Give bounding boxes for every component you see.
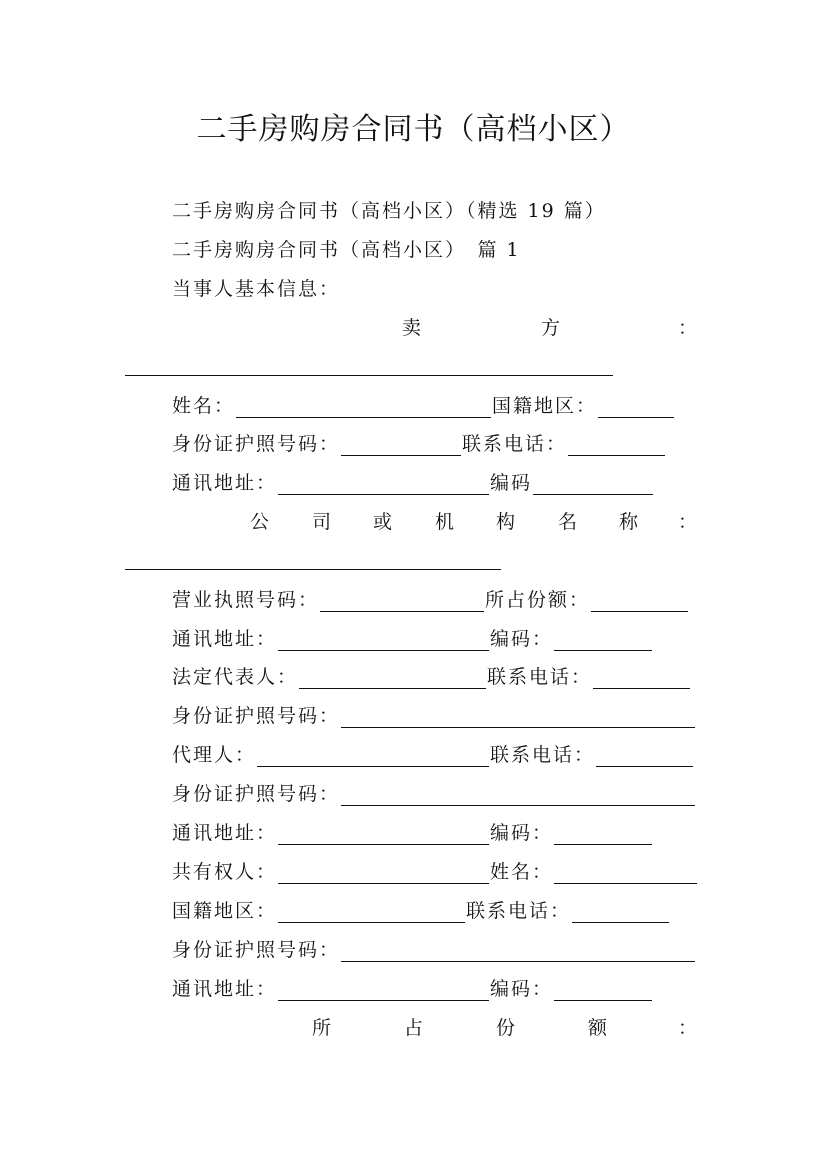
row-co-owner-nationality bbox=[172, 899, 670, 923]
section-heading: 二手房购房合同书（高档小区） 篇 1 bbox=[172, 239, 521, 261]
company-postcode-label: 编码： bbox=[490, 628, 554, 650]
row-agent bbox=[172, 743, 694, 767]
co-owner-postcode-field[interactable] bbox=[554, 980, 652, 1001]
document-title: 二手房购房合同书（高档小区） bbox=[196, 112, 631, 147]
co-owner-address-label: 通讯地址： bbox=[172, 978, 278, 1000]
name-label: 姓名： bbox=[172, 395, 236, 417]
nationality-field[interactable] bbox=[598, 397, 674, 418]
phone-label: 联系电话： bbox=[462, 433, 568, 455]
company-address-field[interactable] bbox=[278, 630, 489, 651]
agent-phone-label: 联系电话： bbox=[490, 744, 596, 766]
id-field[interactable] bbox=[341, 435, 461, 456]
co-owner-phone-label: 联系电话： bbox=[466, 900, 572, 922]
name-field[interactable] bbox=[236, 397, 491, 418]
phone-field[interactable] bbox=[568, 435, 665, 456]
co-owner-field[interactable] bbox=[278, 863, 489, 884]
license-label: 营业执照号码： bbox=[172, 589, 320, 611]
intro-text: 当事人基本信息： bbox=[172, 278, 341, 300]
legal-rep-phone-field[interactable] bbox=[593, 668, 690, 689]
company-address-label: 通讯地址： bbox=[172, 628, 278, 650]
co-owner-name-field[interactable] bbox=[554, 863, 697, 884]
legal-rep-label: 法定代表人： bbox=[172, 666, 299, 688]
license-field[interactable] bbox=[320, 591, 484, 612]
company-char-3: 或 bbox=[373, 511, 393, 533]
company-char-4: 机 bbox=[435, 511, 455, 533]
co-owner-nationality-label: 国籍地区： bbox=[172, 900, 278, 922]
co-owner-postcode-label: 编码： bbox=[490, 978, 554, 1000]
agent-phone-field[interactable] bbox=[596, 746, 693, 767]
row-company-address bbox=[172, 627, 653, 651]
legal-rep-id-field[interactable] bbox=[341, 707, 695, 728]
share-colon: ： bbox=[678, 1017, 698, 1039]
agent-address-label: 通讯地址： bbox=[172, 822, 278, 844]
nationality-label: 国籍地区： bbox=[492, 395, 598, 417]
share-char-4: 额 bbox=[588, 1017, 608, 1039]
company-char-1: 公 bbox=[250, 511, 270, 533]
legal-rep-field[interactable] bbox=[299, 668, 486, 689]
co-owner-name-label: 姓名： bbox=[490, 861, 554, 883]
company-char-7: 称 bbox=[619, 511, 639, 533]
share-char-2: 占 bbox=[404, 1017, 424, 1039]
share-ratio-label: 所占份额： bbox=[485, 589, 591, 611]
legal-rep-phone-label: 联系电话： bbox=[487, 666, 593, 688]
company-colon: ： bbox=[678, 511, 698, 533]
postcode-label: 编码 bbox=[490, 472, 533, 494]
share-char-3: 份 bbox=[496, 1017, 516, 1039]
row-co-owner-address bbox=[172, 977, 653, 1001]
row-co-owner bbox=[172, 860, 698, 884]
co-owner-phone-field[interactable] bbox=[572, 902, 669, 923]
row-id bbox=[172, 432, 666, 456]
row-agent-id bbox=[172, 782, 696, 806]
co-owner-nationality-field[interactable] bbox=[278, 902, 465, 923]
row-agent-address bbox=[172, 821, 653, 845]
co-owner-address-field[interactable] bbox=[278, 980, 489, 1001]
co-owner-id-label: 身份证护照号码： bbox=[172, 939, 341, 961]
legal-rep-id-label: 身份证护照号码： bbox=[172, 705, 341, 727]
company-blank[interactable] bbox=[125, 568, 501, 570]
agent-id-field[interactable] bbox=[341, 785, 695, 806]
row-legal-rep bbox=[172, 665, 691, 689]
agent-postcode-field[interactable] bbox=[554, 824, 652, 845]
agent-id-label: 身份证护照号码： bbox=[172, 783, 341, 805]
address-label: 通讯地址： bbox=[172, 472, 278, 494]
seller-char-1: 卖 bbox=[402, 317, 422, 339]
seller-blank[interactable] bbox=[125, 374, 613, 376]
row-co-owner-id bbox=[172, 938, 696, 962]
company-postcode-field[interactable] bbox=[554, 630, 652, 651]
row-address bbox=[172, 471, 654, 495]
company-char-2: 司 bbox=[312, 511, 332, 533]
company-char-6: 名 bbox=[558, 511, 578, 533]
share-char-1: 所 bbox=[312, 1017, 332, 1039]
agent-field[interactable] bbox=[257, 746, 489, 767]
seller-char-2: 方 bbox=[541, 317, 561, 339]
co-owner-label: 共有权人： bbox=[172, 861, 278, 883]
subtitle: 二手房购房合同书（高档小区）（精选 19 篇） bbox=[172, 200, 606, 222]
share-ratio-field[interactable] bbox=[591, 591, 688, 612]
row-legal-rep-id bbox=[172, 704, 696, 728]
row-license bbox=[172, 588, 689, 612]
agent-postcode-label: 编码： bbox=[490, 822, 554, 844]
postcode-field[interactable] bbox=[533, 474, 653, 495]
id-label: 身份证护照号码： bbox=[172, 433, 341, 455]
seller-colon: ： bbox=[678, 317, 698, 339]
company-char-5: 构 bbox=[496, 511, 516, 533]
row-name bbox=[172, 394, 675, 418]
co-owner-id-field[interactable] bbox=[341, 941, 695, 962]
address-field[interactable] bbox=[278, 474, 489, 495]
agent-address-field[interactable] bbox=[278, 824, 489, 845]
agent-label: 代理人： bbox=[172, 744, 257, 766]
